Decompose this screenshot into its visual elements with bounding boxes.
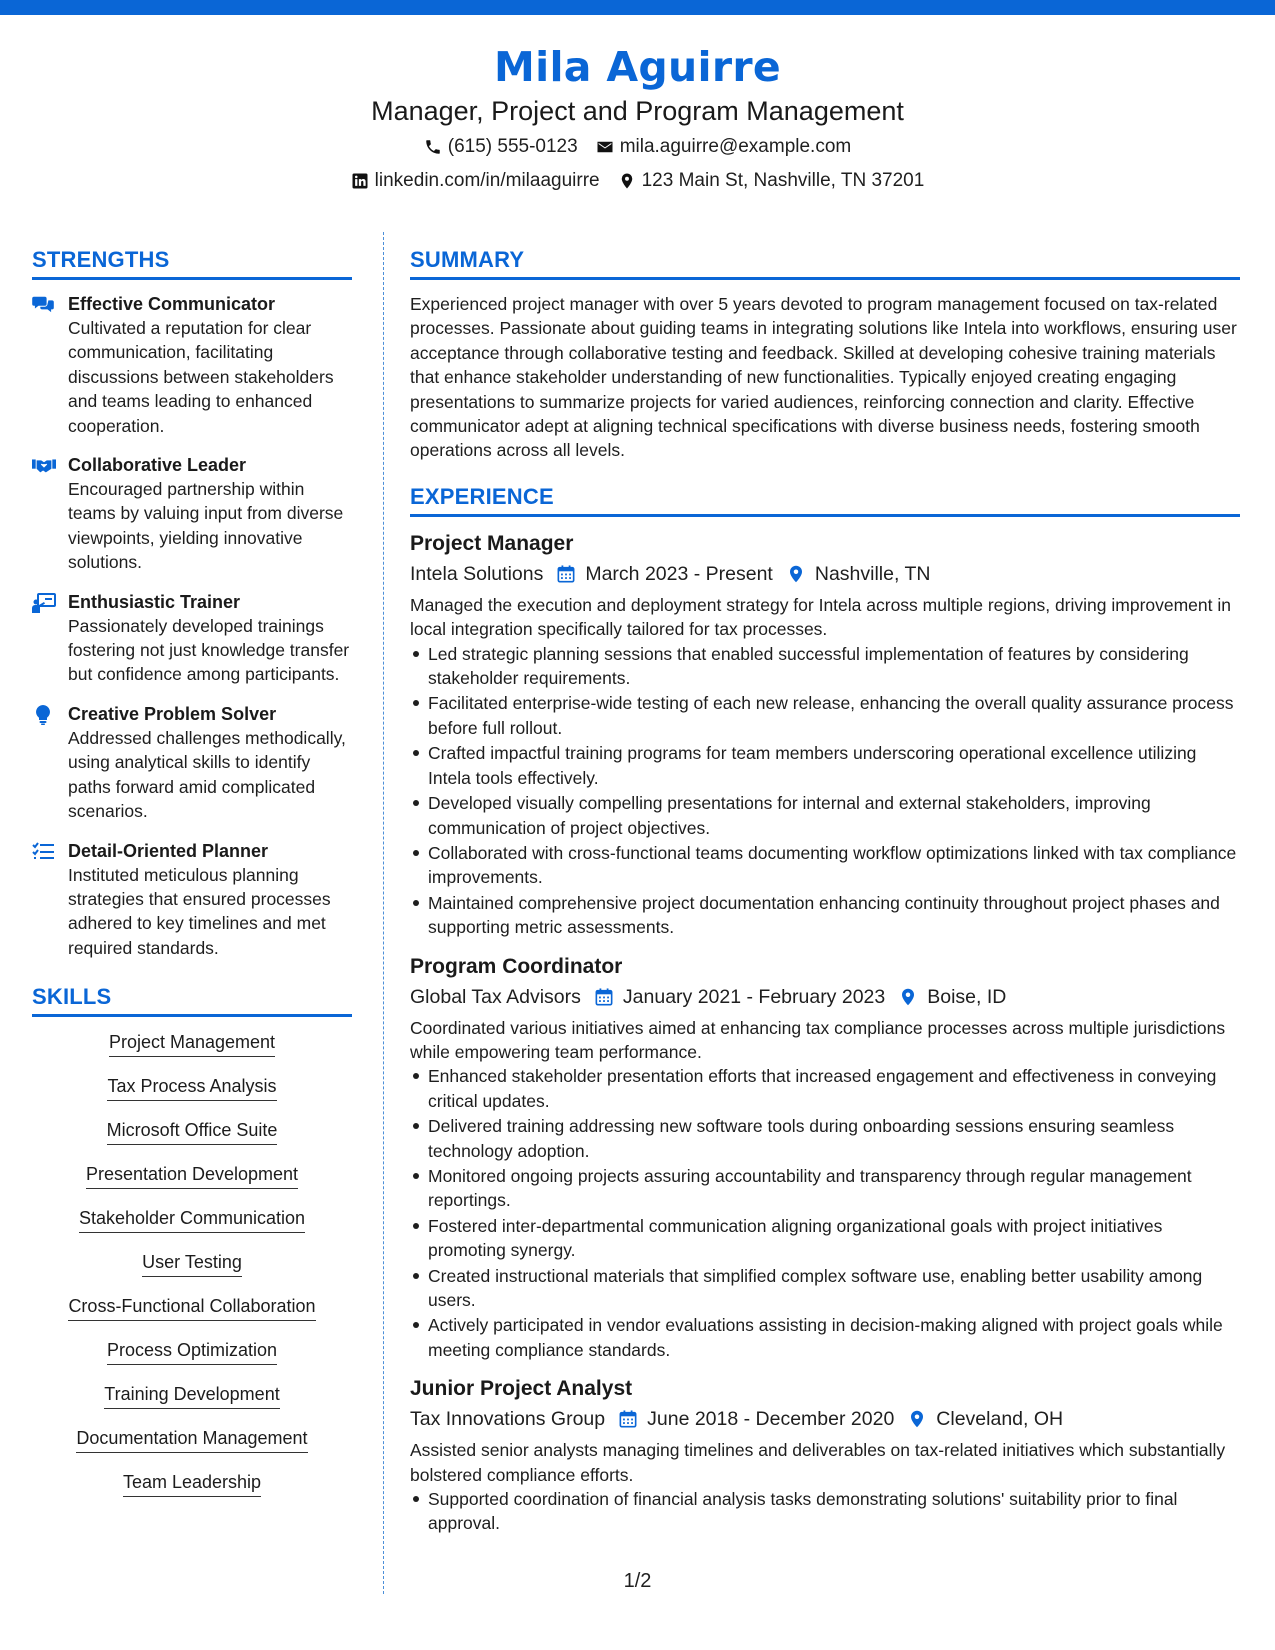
experience-heading: EXPERIENCE	[410, 483, 1240, 517]
strength-desc: Passionately developed trainings fostering not just knowledge transfer but confidence among participants.	[68, 615, 350, 685]
strengths-heading: STRENGTHS	[32, 246, 352, 280]
bullet-item: Created instructional materials that simplified complex software use, enabling better usability among users.	[410, 1264, 1240, 1313]
strength-desc: Instituted meticulous planning strategies that ensured processes adhered to key timelines and met required standards.	[68, 864, 331, 958]
strength-item	[32, 292, 352, 438]
bullet-item: Fostered inter-departmental communication aligning organizational goals with project initiatives promoting synergy.	[410, 1214, 1240, 1263]
strength-item	[32, 590, 352, 687]
job-title: Program Coordinator	[410, 954, 623, 978]
skill-tag: Process Optimization	[107, 1337, 277, 1365]
strength-title: Creative Problem Solver	[68, 703, 277, 724]
page-number: 1/2	[623, 1570, 652, 1592]
skill-tag: Tax Process Analysis	[107, 1073, 276, 1101]
strength-title: Effective Communicator	[68, 294, 276, 314]
job-bullets	[410, 642, 1240, 940]
right-column	[410, 246, 1240, 1548]
summary-text: Experienced project manager with over 5 years devoted to program management focused on tax-related processes. Passionate about guiding teams in integrating solutions like Intela into workflows, ensuring user acceptance through collaborative testing and feedback. Skilled at developing cohesive training materials that enhance stakeholder understanding of new functionalities. Typically enjoyed creating engaging presentations to summarize projects for varied audiences, reinforcing connection and clarity. Effective communicator adept at aligning technical specifications with diverse business needs, fostering smooth operations across all levels.	[410, 294, 1237, 461]
chat-bubbles-icon	[32, 295, 54, 313]
skills-heading: SKILLS	[32, 983, 352, 1017]
job-bullets	[410, 1487, 1240, 1536]
bullet-item: Monitored ongoing projects assuring accountability and transparency through regular management reportings.	[410, 1164, 1240, 1213]
calendar-icon	[619, 1410, 637, 1428]
skill-tag: Team Leadership	[123, 1469, 261, 1497]
job-dates: January 2021 - February 2023	[622, 985, 886, 1008]
email-contact[interactable]	[596, 132, 852, 162]
handshake-icon	[32, 456, 56, 474]
job-company: Tax Innovations Group	[410, 1408, 606, 1431]
strength-item	[32, 453, 352, 575]
bullet-item: Supported coordination of financial analysis tasks demonstrating solutions' suitability prior to final approval.	[410, 1487, 1240, 1536]
linkedin-contact[interactable]	[351, 166, 600, 196]
map-pin-icon	[899, 988, 917, 1006]
candidate-role: Manager, Project and Program Management	[371, 96, 904, 126]
job-meta	[410, 982, 1240, 1012]
strength-desc: Addressed challenges methodically, using analytical skills to identify paths forward amid complicated scenarios.	[68, 727, 346, 822]
strength-title: Detail-Oriented Planner	[68, 840, 269, 861]
presentation-icon	[32, 593, 56, 613]
map-pin-icon	[787, 565, 805, 583]
phone-text: (615) 555-0123	[447, 136, 578, 157]
job-bullets	[410, 1064, 1240, 1362]
linkedin-text: linkedin.com/in/milaaguirre	[374, 170, 600, 191]
skill-tag: Project Management	[109, 1029, 275, 1057]
bullet-item: Actively participated in vendor evaluations assisting in decision-making aligned with project goals while meeting compliance standards.	[410, 1313, 1240, 1362]
resume-header	[0, 40, 1275, 196]
bullet-item: Maintained comprehensive project documentation enhancing continuity throughout project phases and supporting metric assessments.	[410, 891, 1240, 940]
skill-tag: Cross-Functional Collaboration	[68, 1293, 315, 1321]
bullet-item: Led strategic planning sessions that enabled successful implementation of features by considering stakeholder requirements.	[410, 642, 1240, 691]
lightbulb-icon	[36, 705, 50, 725]
address-text: 123 Main St, Nashville, TN 37201	[641, 170, 925, 191]
job-title: Project Manager	[410, 531, 574, 555]
job-meta	[410, 559, 1240, 589]
job-location: Boise, ID	[927, 985, 1007, 1008]
skills-section	[32, 983, 352, 1513]
bullet-item: Facilitated enterprise-wide testing of each new release, enhancing the overall quality assurance process before full rollout.	[410, 691, 1240, 740]
strength-desc: Cultivated a reputation for clear communication, facilitating discussions between stakeholders and teams leading to enhanced cooperation.	[68, 318, 334, 436]
email-text: mila.aguirre@example.com	[619, 136, 852, 157]
bullet-item: Enhanced stakeholder presentation efforts that increased engagement and effectiveness in conveying critical updates.	[410, 1064, 1240, 1113]
job-entry	[410, 529, 1240, 940]
strength-title: Collaborative Leader	[68, 455, 247, 476]
skill-tag: Training Development	[104, 1381, 279, 1409]
strength-item	[32, 702, 352, 824]
job-dates: March 2023 - Present	[585, 562, 773, 585]
calendar-icon	[595, 988, 613, 1006]
job-description: Assisted senior analysts managing timelines and deliverables on tax-related initiatives which substantially bolstered compliance efforts.	[410, 1440, 1226, 1485]
skill-tag: Presentation Development	[86, 1161, 298, 1189]
job-description: Managed the execution and deployment strategy for Intela across multiple regions, driving improvement in local integration specifically tailored for tax processes.	[410, 594, 1231, 640]
top-accent-bar	[0, 0, 1275, 15]
job-company: Global Tax Advisors	[410, 985, 581, 1008]
contact-row-2	[0, 166, 1275, 196]
job-location: Nashville, TN	[814, 562, 931, 585]
phone-contact	[424, 132, 578, 162]
left-column	[32, 246, 352, 1513]
calendar-icon	[557, 565, 575, 583]
phone-icon	[424, 138, 442, 156]
linkedin-icon	[351, 172, 369, 190]
bullet-item: Crafted impactful training programs for team members underscoring operational excellence utilizing Intela tools effectively.	[410, 741, 1240, 790]
skill-list	[32, 1029, 352, 1513]
summary-heading: SUMMARY	[410, 246, 1240, 280]
column-divider	[383, 232, 384, 1594]
job-company: Intela Solutions	[410, 562, 544, 585]
contact-row-1	[0, 132, 1275, 162]
bullet-item: Developed visually compelling presentations for internal and external stakeholders, improving communication of project objectives.	[410, 791, 1240, 840]
strength-title: Enthusiastic Trainer	[68, 591, 241, 612]
map-pin-icon	[618, 172, 636, 190]
strength-desc: Encouraged partnership within teams by valuing input from diverse viewpoints, yielding innovative solutions.	[68, 479, 344, 573]
checklist-icon	[32, 842, 54, 860]
skill-tag: Stakeholder Communication	[79, 1205, 305, 1233]
job-entry	[410, 1374, 1240, 1536]
job-meta	[410, 1404, 1240, 1434]
address-contact	[618, 166, 925, 196]
job-location: Cleveland, OH	[936, 1408, 1064, 1431]
bullet-item: Collaborated with cross-functional teams documenting workflow optimizations linked with tax compliance improvements.	[410, 841, 1240, 890]
skill-tag: Microsoft Office Suite	[107, 1117, 278, 1145]
job-entry	[410, 952, 1240, 1363]
skill-tag: User Testing	[142, 1249, 242, 1277]
map-pin-icon	[908, 1410, 926, 1428]
job-dates: June 2018 - December 2020	[647, 1408, 895, 1431]
skill-tag: Documentation Management	[76, 1425, 307, 1453]
job-description: Coordinated various initiatives aimed at enhancing tax compliance processes across multiple jurisdictions while empowering team performance.	[410, 1017, 1226, 1062]
envelope-icon	[596, 138, 614, 156]
candidate-name: Mila Aguirre	[493, 43, 782, 91]
job-title: Junior Project Analyst	[410, 1377, 633, 1401]
strength-item	[32, 839, 352, 961]
bullet-item: Delivered training addressing new software tools during onboarding sessions ensuring seamless technology adoption.	[410, 1114, 1240, 1163]
